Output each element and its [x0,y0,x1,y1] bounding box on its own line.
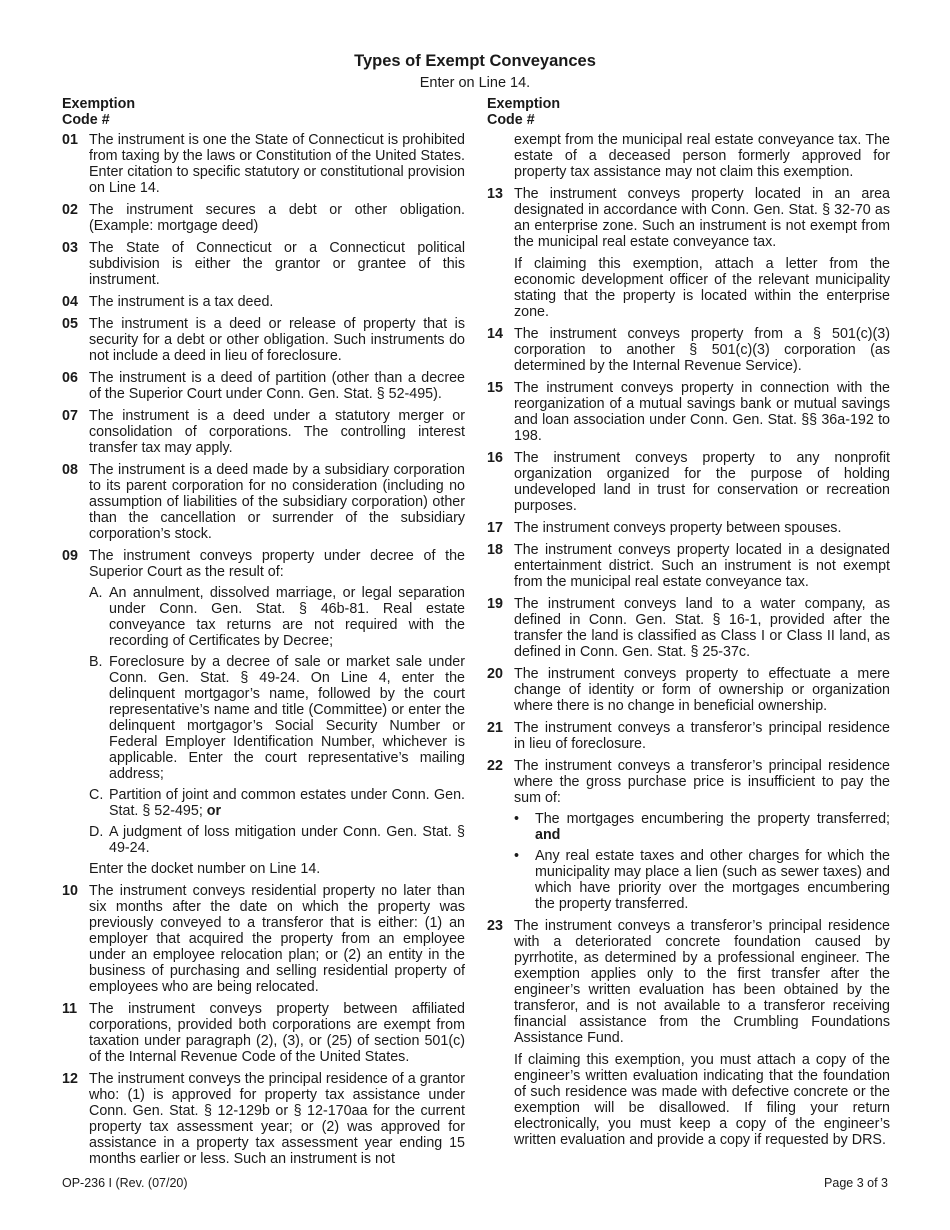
exemption-code: 06 [62,370,78,386]
exemption-text: The instrument conveys property to effectuate a mere change of identity or form of ownership or organization where there is no change in beneficial ownership. [514,666,890,714]
exemption-code: 19 [487,596,503,612]
column-header: Exemption Code # [487,96,561,128]
bullet-item [514,811,890,843]
exemption-15 [487,380,890,444]
exemption-code: 22 [487,758,503,774]
exemption-07 [62,408,465,456]
exemption-text: The instrument conveys residential property no later than six months after the date on which the property was previously conveyed to a transferor that is either: (1) an employer that acquired the property from an employee under an employee relocation plan; or (2) an entity in the business of purchasing and selling residential property of employees who are being relocated. [89,883,465,995]
exemption-body [514,186,890,320]
exemption-code: 21 [487,720,503,736]
sub-list [89,585,465,856]
exemption-code: 17 [487,520,503,536]
exemption-06 [62,370,465,402]
bullet-mark: • [514,811,520,827]
exemption-08 [62,462,465,542]
exemption-text: The instrument conveys property located in a designated entertainment district. Such an instrument is not exempt from the municipal real estate conveyance tax. [514,542,890,590]
exemption-12-continuation: exempt from the municipal real estate conveyance tax. The estate of a deceased person formerly approved for property tax assistance may not claim this exemption. [514,132,890,180]
bullet-item [514,848,890,912]
exemption-text: The instrument is a tax deed. [89,294,274,310]
sub-label: C. [89,787,104,803]
exemption-18 [487,542,890,590]
bullet-text: Any real estate taxes and other charges for which the municipality may place a lien (such as sewer taxes) and which have priority over the mortgages encumbering the property transferred. [535,848,890,912]
exemption-code: 07 [62,408,78,424]
bold-conjunction: and [535,827,561,843]
bullet-text: The mortgages encumbering the property transferred; and [535,811,890,843]
exemption-text: The instrument conveys land to a water company, as defined in Conn. Gen. Stat. § 16-1, provided after the transfer the land is classified as Class I or Class II land, as defined in Conn. Gen. Stat. § 25-37c. [514,596,890,660]
exemption-text: The instrument conveys a transferor’s principal residence where the gross purchase price is insufficient to pay the sum of: [514,758,890,806]
exemption-11 [62,1001,465,1065]
exemption-02 [62,202,465,234]
exemption-instruction: Enter the docket number on Line 14. [89,861,321,877]
exemption-text: The instrument conveys property between affiliated corporations, provided both corporations are exempt from taxation under paragraph (2), (3), or (25) of section 501(c) of the Internal Revenue Code of the United States. [89,1001,465,1065]
exemption-13 [487,186,890,320]
sub-text: Partition of joint and common estates under Conn. Gen. Stat. § 52-495; or [109,787,465,819]
exemption-text: The instrument conveys a transferor’s principal residence in lieu of foreclosure. [514,720,890,752]
exemption-05 [62,316,465,364]
exemption-text: The instrument conveys a transferor’s principal residence with a deteriorated concrete foundation caused by pyrrhotite, as determined by a professional engineer. The exemption applies only to the first transfer after the engineer’s written evaluation has been obtained by the transferor, and is not available to a transferor receiving financial assistance from the Crumbling Foundations Assistance Fund. [514,918,890,1046]
exemption-body [514,758,890,912]
bullet-mark: • [514,848,520,864]
exemption-code: 18 [487,542,503,558]
exemption-text: The instrument is a deed or release of property that is security for a debt or other obligation. Such instruments do not include a deed in lieu of foreclosure. [89,316,465,364]
exemption-04 [62,294,465,310]
exemption-code: 16 [487,450,503,466]
exemption-code: 08 [62,462,78,478]
exemption-code: 05 [62,316,78,332]
sub-text: Foreclosure by a decree of sale or market sale under Conn. Gen. Stat. § 49-24. On Line 4, enter the delinquent mortgagor’s name, followed by the court representative’s name and title (Committee) or enter the delinquent mortgagor’s Social Security Number or Federal Employer Identification Number, whichever is applicable. Enter the court representative’s mailing address; [109,654,465,782]
page-number: Page 3 of 3 [824,1176,888,1190]
exemption-01 [62,132,465,196]
exemption-code: 12 [62,1071,78,1087]
exemption-14 [487,326,890,374]
sub-item [89,824,465,856]
exemption-text: The State of Connecticut or a Connecticut political subdivision is either the grantor or grantee of this instrument. [89,240,465,288]
exemption-text: The instrument conveys property in connection with the reorganization of a mutual savings bank or mutual savings and loan association under Conn. Gen. Stat. §§ 36a-192 to 198. [514,380,890,444]
exemption-text: The instrument conveys property located in an area designated in accordance with Conn. Gen. Stat. § 32-70 as an enterprise zone. Such an instrument is not exempt from the municipal real estate conveyance tax. [514,186,890,250]
exemption-note: If claiming this exemption, you must attach a copy of the engineer’s written evaluation indicating that the foundation of such residence was made with defective concrete or the exemption will be disallowed. If filing your return electronically, you must keep a copy of the engineer’s written evaluation and provide a copy if requested by DRS. [514,1052,890,1148]
sub-label: A. [89,585,103,601]
bold-conjunction: or [206,803,222,819]
exemption-09 [62,548,465,877]
exemption-text: The instrument is a deed under a statutory merger or consolidation of corporations. The controlling interest transfer tax may apply. [89,408,465,456]
exemption-19 [487,596,890,660]
exemption-code: 23 [487,918,503,934]
column-header: Exemption Code # [62,96,136,128]
sub-item [89,787,465,819]
exemption-code: 13 [487,186,503,202]
right-column [487,96,890,1154]
sub-item [89,585,465,649]
exemption-text: The instrument conveys property under decree of the Superior Court as the result of: [89,548,465,580]
exemption-text: The instrument conveys property to any nonprofit organization organized for the purpose of holding undeveloped land in trust for conservation or recreation purposes. [514,450,890,514]
exemption-17 [487,520,890,536]
exemption-text: The instrument is a deed of partition (other than a decree of the Superior Court under Conn. Gen. Stat. § 52-495). [89,370,465,402]
exemption-text: The instrument conveys the principal residence of a grantor who: (1) is approved for property tax assistance under Conn. Gen. Stat. § 12-129b or § 12-170aa for the current property tax assessment year; or (2) was approved for assistance in a property tax assessment year ending 15 months earlier or less. Such an instrument is not [89,1071,465,1167]
exemption-code: 09 [62,548,78,564]
sub-label: D. [89,824,104,840]
exemption-code: 03 [62,240,78,256]
exemption-code: 14 [487,326,503,342]
exemption-12 [62,1071,465,1167]
exemption-text: The instrument conveys property from a § 501(c)(3) corporation to another § 501(c)(3) corporation (as determined by the Internal Revenue Service). [514,326,890,374]
exemption-text: The instrument is a deed made by a subsidiary corporation to its parent corporation for no consideration (including no assumption of liabilities of the subsidiary corporation) other than the cancellation or surrender of the subsidiary corporation’s stock. [89,462,465,542]
form-id: OP-236 I (Rev. (07/20) [62,1176,188,1190]
exemption-code: 11 [62,1001,78,1017]
exemption-16 [487,450,890,514]
left-column [62,96,465,1173]
exemption-10 [62,883,465,995]
exemption-text: The instrument secures a debt or other obligation. (Example: mortgage deed) [89,202,465,234]
exemption-23 [487,918,890,1148]
exemption-body [89,548,465,877]
sub-label: B. [89,654,103,670]
page-subtitle: Enter on Line 14. [419,75,531,91]
exemption-text: The instrument conveys property between spouses. [514,520,842,536]
exemption-note: If claiming this exemption, attach a letter from the economic development officer of the relevant municipality stating that the property is located within the enterprise zone. [514,256,890,320]
exemption-20 [487,666,890,714]
exemption-code: 20 [487,666,503,682]
exemption-code: 04 [62,294,78,310]
exemption-03 [62,240,465,288]
exemption-code: 02 [62,202,78,218]
exemption-21 [487,720,890,752]
exemption-code: 10 [62,883,78,899]
sub-item [89,654,465,782]
sub-text: A judgment of loss mitigation under Conn. Gen. Stat. § 49-24. [109,824,465,856]
exemption-code: 01 [62,132,78,148]
exemption-code: 15 [487,380,503,396]
page-title: Types of Exempt Conveyances [354,52,596,70]
exemption-body [514,918,890,1148]
exemption-text: The instrument is one the State of Connecticut is prohibited from taxing by the laws or Constitution of the United States. Enter citation to specific statutory or constitutional provision on Line 14. [89,132,465,196]
exemption-22 [487,758,890,912]
sub-text: An annulment, dissolved marriage, or legal separation under Conn. Gen. Stat. § 46b-81. Real estate conveyance tax returns are not required with the recording of Certificates by Decree; [109,585,465,649]
